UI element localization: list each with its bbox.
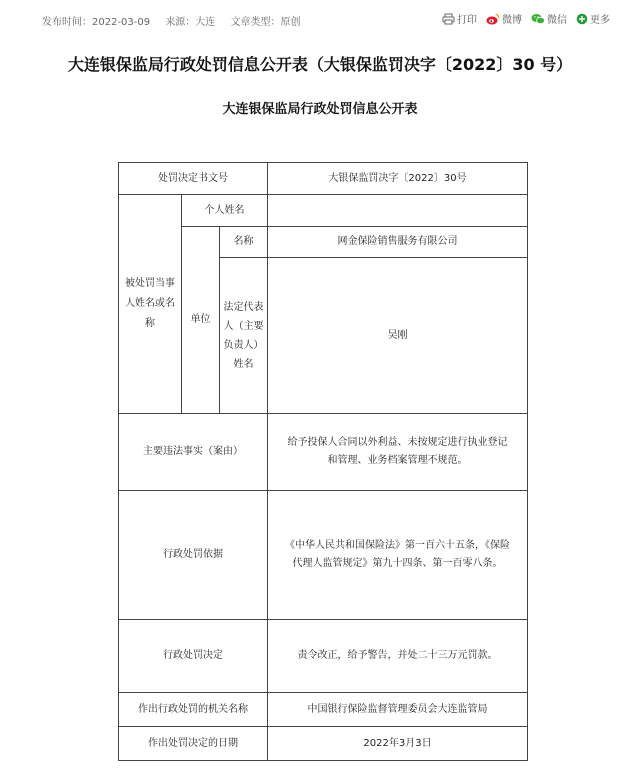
wechat-icon — [531, 13, 545, 25]
person-name-label: 个人姓名 — [182, 195, 268, 227]
share-toolbar — [433, 11, 610, 26]
decision-date-label: 作出处罚决定的日期 — [119, 727, 268, 761]
decision-number-label: 处罚决定书文号 — [119, 163, 268, 195]
article-source: 来源：大连 — [165, 17, 216, 28]
print-label: 打印 — [457, 15, 477, 26]
unit-name-value: 网金保险销售服务有限公司 — [268, 227, 528, 258]
authority-label: 作出行政处罚的机关名称 — [119, 693, 268, 727]
penalty-basis-value: 《中华人民共和国保险法》第一百六十五条，《保险代理人监管规定》第九十四条、第一百零八条。 — [268, 491, 528, 620]
more-share-button[interactable] — [576, 11, 610, 26]
person-name-value — [268, 195, 528, 227]
penalty-info-table — [118, 162, 528, 761]
table-row — [119, 727, 528, 761]
print-button[interactable] — [442, 11, 477, 26]
penalty-decision-label: 行政处罚决定 — [119, 620, 268, 693]
penalty-basis-label: 行政处罚依据 — [119, 491, 268, 620]
weibo-icon — [486, 13, 500, 25]
table-row — [119, 693, 528, 727]
weibo-label: 微博 — [502, 15, 522, 26]
article-type: 文章类型：原创 — [230, 17, 301, 28]
decision-number-value: 大银保监罚决字〔2022〕30号 — [268, 163, 528, 195]
penalty-decision-value: 责令改正，给予警告，并处二十三万元罚款。 — [268, 620, 528, 693]
unit-label: 单位 — [182, 227, 220, 414]
wechat-label: 微信 — [547, 15, 567, 26]
plus-circle-icon — [576, 13, 588, 25]
table-row — [119, 195, 528, 227]
printer-icon — [442, 13, 455, 25]
table-row — [119, 414, 528, 491]
weibo-share-button[interactable] — [486, 11, 522, 26]
violation-facts-label: 主要违法事实（案由） — [119, 414, 268, 491]
legal-representative-value: 吴刚 — [268, 258, 528, 414]
table-row — [119, 491, 528, 620]
penalty-info-table-wrapper — [118, 162, 527, 761]
legal-representative-label: 法定代表人（主要负责人）姓名 — [220, 258, 268, 414]
more-label: 更多 — [590, 15, 610, 26]
table-row — [119, 620, 528, 693]
wechat-share-button[interactable] — [531, 11, 567, 26]
party-label: 被处罚当事人姓名或名称 — [119, 195, 182, 414]
publish-time: 发布时间：2022-03-09 — [42, 17, 151, 28]
page-title: 大连银保监局行政处罚信息公开表（大银保监罚决字〔2022〕30 号） — [67, 55, 573, 74]
table-row — [119, 163, 528, 195]
decision-date-value: 2022年3月3日 — [268, 727, 528, 761]
violation-facts-value: 给予投保人合同以外利益、未按规定进行执业登记和管理、业务档案管理不规范。 — [268, 414, 528, 491]
table-title: 大连银保监局行政处罚信息公开表 — [222, 102, 418, 117]
unit-name-label: 名称 — [220, 227, 268, 258]
article-meta — [42, 13, 313, 28]
authority-value: 中国银行保险监督管理委员会大连监管局 — [268, 693, 528, 727]
article-meta-bar — [0, 0, 640, 38]
